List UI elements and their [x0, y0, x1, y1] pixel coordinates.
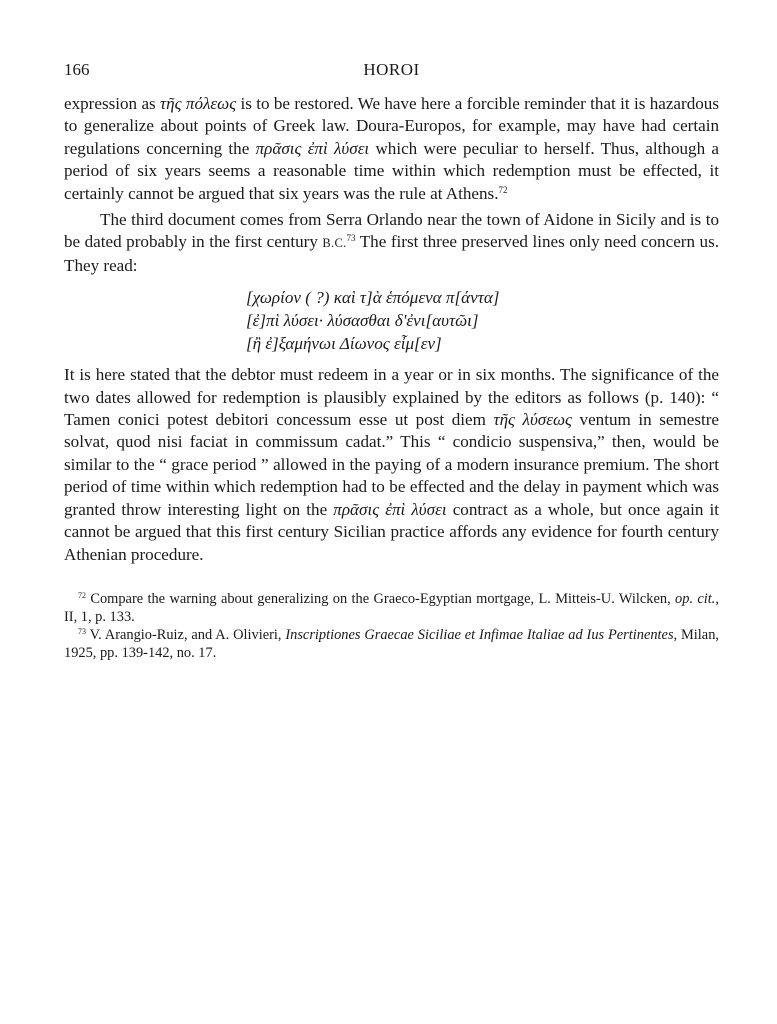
paragraph-1-text-1: expression as: [64, 94, 161, 113]
paragraph-1-text-3: which were peculiar to herself. Thus, although a period of six years seems a reasonable time within which redemption must be effected, it certainly cannot be argued that six years was the rule at Athens.: [64, 138, 719, 203]
greek-phrase: τῆς λύσεως: [493, 410, 572, 430]
paragraph-3-text-1: It is here stated that the debtor must redeem in a year or in six months. The significance of the two dates allowed for redemption is plausibly explained by the editors as follows (p. 140): “ Tamen conici potest debitori concessum esse ut post diem: [64, 365, 719, 430]
paragraph-1: [64, 93, 719, 205]
running-title: HOROI: [363, 60, 420, 79]
greek-phrase: πρᾶσις ἐπὶ λύσει: [255, 138, 370, 158]
page: [64, 60, 719, 662]
inscription-line-1: [χωρίον ( ?) καὶ τ]ὰ ἑπόμενα π[άντα]: [246, 288, 500, 308]
page-number: 166: [64, 60, 90, 79]
inscription-quote: [246, 286, 719, 355]
footnote-text: , Milan, 1925, pp. 139-142, no. 17.: [64, 626, 719, 661]
footnotes: [64, 590, 719, 662]
footnote-italic: Inscriptiones Graecae Siciliae et Infimae Italiae ad Ius Pertinentes: [285, 626, 674, 643]
paragraph-3: [64, 364, 719, 566]
footnote-italic: op. cit.: [675, 590, 716, 607]
running-head: [64, 60, 719, 84]
era-abbreviation: B.C.: [322, 236, 347, 251]
footnote-text: , II, 1, p. 133.: [64, 590, 719, 625]
footnote-ref-72: 72: [498, 184, 508, 195]
footnote-marker: 73: [78, 626, 86, 636]
footnote-72: [64, 590, 719, 626]
footnote-73: [64, 626, 719, 662]
paragraph-2-text-2: The first three preserved lines only need concern us. They read:: [64, 232, 719, 275]
body-text: [64, 93, 719, 566]
paragraph-2-text-1: The third document comes from Serra Orlando near the town of Aidone in Sicily and is to be dated probably in the first century: [64, 210, 719, 252]
inscription-line-2: [ἐ]πὶ λύσει· λύσασθαι δ'ἐνι[αυτῶι]: [246, 311, 479, 331]
greek-phrase: πρᾶσις ἐπὶ λύσει: [333, 499, 447, 519]
paragraph-3-text-2: ventum in semestre solvat, quod nisi faciat in commissum cadat.” This “ condicio suspensiva,” then, would be similar to the “ grace period ” allowed in the paying of a modern insurance premium. The short period of time within which redemption had to be effected and the delay in payment which was granted throw interesting light on the: [64, 410, 719, 519]
paragraph-1-text-2: is to be restored. We have here a forcible reminder that it is hazardous to generalize about points of Greek law. Doura-Europos, for example, may have had certain regulations concerning the: [64, 94, 719, 158]
footnote-marker: 72: [78, 590, 86, 600]
footnote-ref-73: 73: [346, 233, 356, 244]
footnote-text: V. Arangio-Ruiz, and A. Olivieri,: [86, 626, 286, 643]
footnote-text: Compare the warning about generalizing on the Graeco-Egyptian mortgage, L. Mitteis-U. Wilcken,: [86, 590, 676, 607]
inscription-line-3: [ἢ ἐ]ξαμήνωι Δίωνος εἶμ[εν]: [246, 334, 442, 354]
paragraph-2: [64, 209, 719, 277]
paragraph-3-text-3: contract as a whole, but once again it cannot be argued that this first century Sicilian practice affords any evidence for fourth century Athenian procedure.: [64, 499, 719, 564]
greek-phrase: τῆς πόλεως: [160, 94, 237, 113]
